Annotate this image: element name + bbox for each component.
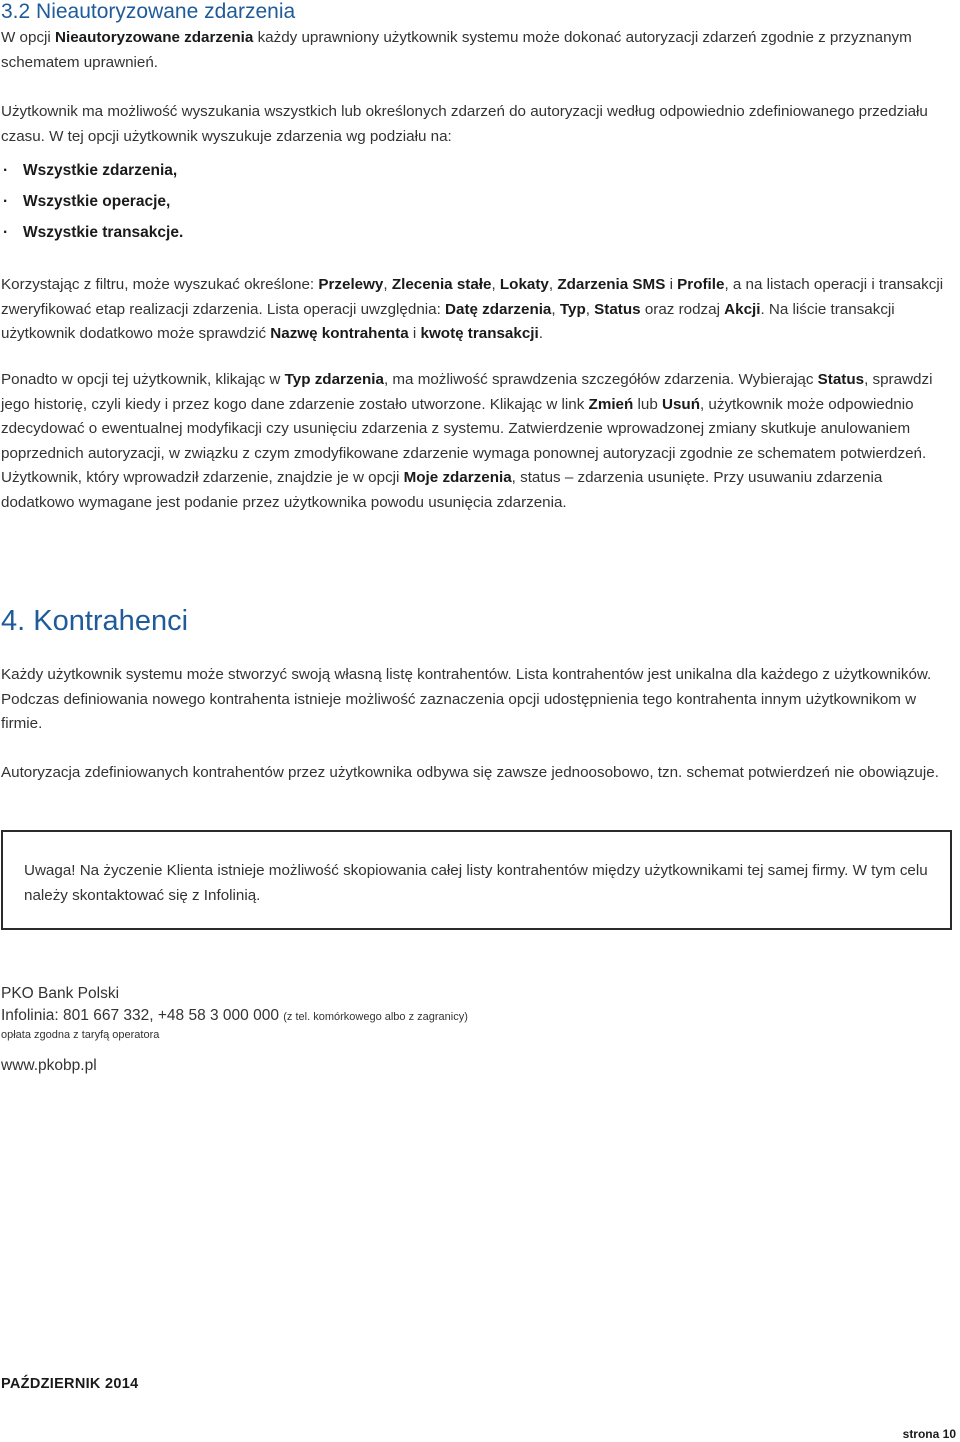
chapter-heading: 4. Kontrahenci [1, 605, 189, 637]
publication-date: PAŹDZIERNIK 2014 [1, 1376, 139, 1392]
fee-note: opłata zgodna z taryfą operatora [1, 1029, 160, 1041]
page-number: strona 10 [902, 1427, 956, 1441]
details-paragraph: Ponadto w opcji tej użytkownik, klikając w Typ zdarzenia, ma możliwość sprawdzenia szczegółów zdarzenia. Wybierając Status, sprawdzi jego historię, czyli kiedy i przez kogo dane zdarzenie zostało utworzone. Klikając w link Zmień lub Usuń, użytkownik może odpowiednio zdecydować o ewentualnej modyfikacji czy usunięciu zdarzenia z systemu. Zatwierdzenie wprowadzonej zmiany skutkuje anulowaniem poprzednich autoryzacji, w związku z czym zmodyfikowane zdarzenie wymaga ponownej autoryzacji zgodnie ze schematem potwierdzeń. Użytkownik, który wprowadził zdarzenie, znajdzie je w opcji Moje zdarzenia, status – zdarzenia usunięte. Przy usuwaniu zdarzenia dodatkowo wymagane jest podanie przez użytkownika powodu usunięcia zdarzenia. [1, 371, 933, 511]
bold-term: Nieautoryzowane zdarzenia [55, 29, 254, 46]
list-item: · Wszystkie zdarzenia, [1, 155, 183, 186]
list-item: · Wszystkie transakcje. [1, 217, 183, 248]
website-link[interactable]: www.pkobp.pl [1, 1057, 97, 1074]
infoline: Infolinia: 801 667 332, +48 58 3 000 000 (z tel. komórkowego albo z zagranicy) [1, 1007, 468, 1024]
bullet-list [1, 155, 183, 248]
infoline-note: (z tel. komórkowego albo z zagranicy) [283, 1011, 468, 1023]
section-heading: 3.2 Nieautoryzowane zdarzenia [1, 0, 296, 23]
authorization-paragraph: Autoryzacja zdefiniowanych kontrahentów przez użytkownika odbywa się zawsze jednoosobowo, tzn. schemat potwierdzeń nie obowiązuje. [1, 764, 939, 781]
contractors-paragraph: Każdy użytkownik systemu może stworzyć swoją własną listę kontrahentów. Lista kontrahentów jest unikalna dla każdego z użytkowników. Podczas definiowania nowego kontrahenta istnieje możliwość zaznaczenia opcji udostępnienia tego kontrahenta innym użytkownikom w firmie. [1, 666, 932, 733]
list-item: · Wszystkie operacje, [1, 186, 183, 217]
company-name: PKO Bank Polski [1, 985, 120, 1002]
filter-paragraph: Korzystając z filtru, może wyszukać określone: Przelewy, Zlecenia stałe, Lokaty, Zdarzenia SMS i Profile, a na listach operacji i transakcji zweryfikować etap realizacji zdarzenia. Lista operacji uwzględnia: Datę zdarzenia, Typ, Status oraz rodzaj Akcji. Na liście transakcji użytkownik dodatkowo może sprawdzić Nazwę kontrahenta i kwotę transakcji. [1, 276, 944, 343]
notice-box [1, 830, 952, 930]
notice-text: Uwaga! Na życzenie Klienta istnieje możliwość skopiowania całej listy kontrahentów między użytkownikami tej samej firmy. W tym celu należy skontaktować się z Infolinią. [24, 862, 928, 904]
search-paragraph: Użytkownik ma możliwość wyszukania wszystkich lub określonych zdarzeń do autoryzacji według odpowiednio zdefiniowanego przedziału czasu. W tej opcji użytkownik wyszukuje zdarzenia wg podziału na: [1, 103, 928, 145]
section-intro-paragraph: W opcji Nieautoryzowane zdarzenia każdy uprawniony użytkownik systemu może dokonać autoryzacji zdarzeń zgodnie z przyznanym schematem uprawnień. [1, 29, 912, 71]
contact-block [1, 983, 468, 1042]
